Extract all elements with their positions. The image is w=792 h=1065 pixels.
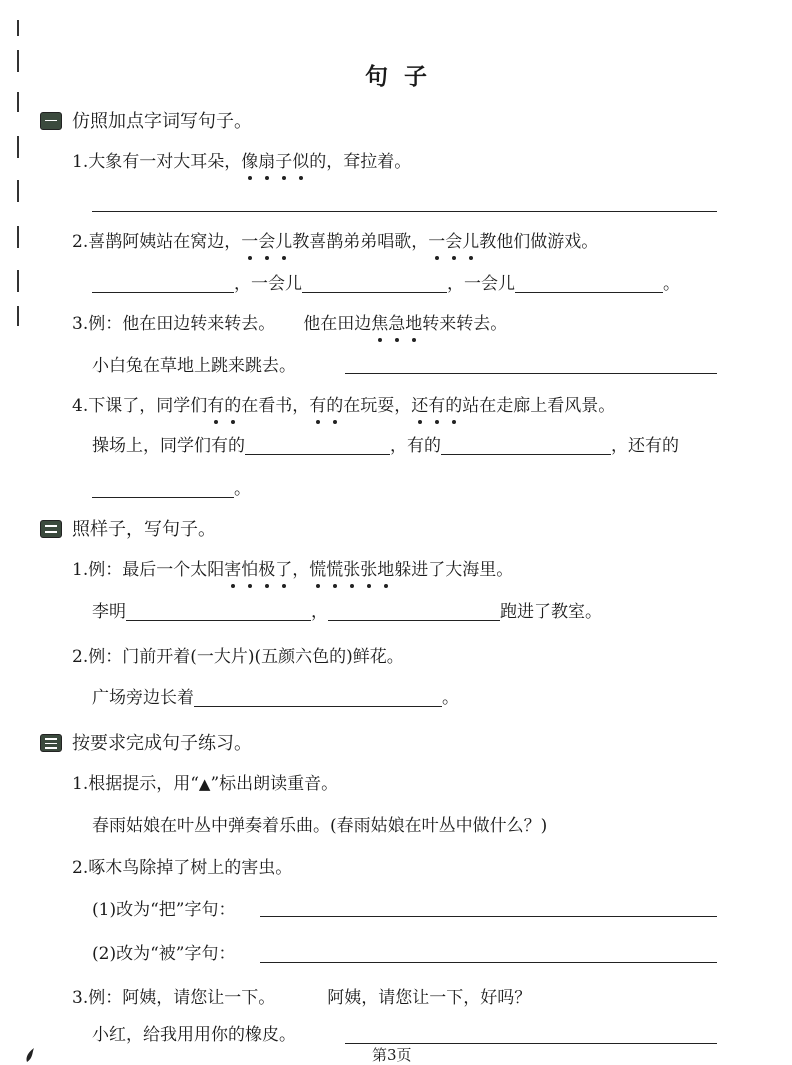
s3-q2: 2.啄木鸟除掉了树上的害虫。	[72, 858, 293, 878]
s2-q1-answer: 李明 ， 跑进了教室。	[92, 602, 602, 622]
section-1-heading	[40, 110, 252, 134]
s1-q3-task: 小白兔在草地上跳来跳去。	[92, 356, 296, 376]
answer-blank[interactable]	[302, 274, 447, 293]
s1-q4-answer: 操场上，同学们有的 ，有的 ，还有的	[92, 436, 679, 456]
s3-q1-sentence: 春雨姑娘在叶丛中弹奏着乐曲。(春雨姑娘在叶丛中做什么？)	[92, 816, 548, 836]
section-1-badge-icon	[40, 112, 62, 130]
page-number: 第3页	[372, 1046, 412, 1064]
answer-line[interactable]	[92, 211, 717, 212]
s3-q2-part2: (2)改为“被”字句：	[92, 944, 236, 964]
answer-blank[interactable]	[194, 688, 442, 707]
margin-dash	[17, 306, 19, 326]
answer-line[interactable]	[260, 916, 717, 917]
s1-q2: 2.喜鹊阿姨站在窝边，一会儿教喜鹊弟弟唱歌，一会儿教他们做游戏。	[72, 232, 599, 252]
margin-dash	[17, 180, 19, 202]
page-title: 句子	[365, 63, 443, 90]
margin-dash	[17, 20, 19, 36]
triangle-icon: ▲	[198, 775, 211, 793]
s3-q3-example: 3.例：阿姨，请您让一下。 阿姨，请您让一下，好吗？	[72, 988, 532, 1008]
s1-q2-answer: ，一会儿 ，一会儿 。	[92, 272, 680, 296]
corner-mark-icon	[24, 1046, 38, 1064]
s1-q4: 4.下课了，同学们有的在看书，有的在玩耍，还有的站在走廊上看风景。	[72, 396, 616, 416]
section-2-heading-text: 照样子，写句子。	[72, 519, 216, 540]
margin-dash	[17, 92, 19, 112]
s2-q2: 2.例：门前开着(一大片)(五颜六色的)鲜花。	[72, 647, 404, 667]
s1-q1: 1.大象有一对大耳朵，像扇子似的，耷拉着。	[72, 152, 412, 172]
section-2-badge-icon	[40, 520, 62, 538]
answer-blank[interactable]	[515, 274, 663, 293]
s3-q1: 1.根据提示，用“▲”标出朗读重音。	[72, 774, 339, 794]
s1-q4-answer-cont: 。	[92, 477, 251, 501]
answer-blank[interactable]	[92, 274, 234, 293]
s2-q2-answer: 广场旁边长着 。	[92, 688, 459, 708]
s3-q3-task: 小红，给我用用你的橡皮。	[92, 1025, 296, 1045]
answer-blank[interactable]	[126, 602, 311, 621]
answer-blank[interactable]	[441, 436, 611, 455]
section-3-heading	[40, 732, 252, 756]
dotted-text: 像扇子似	[241, 152, 310, 172]
s2-q1: 1.例：最后一个太阳害怕极了，慌慌张张地躲进了大海里。	[72, 560, 514, 580]
margin-dash	[17, 226, 19, 248]
section-2-heading	[40, 518, 216, 542]
margin-dash	[17, 136, 19, 158]
answer-line[interactable]	[345, 373, 717, 374]
dotted-text: 一	[428, 232, 446, 252]
s3-q2-part1: (1)改为“把”字句：	[92, 900, 236, 920]
dotted-text: 一	[241, 232, 259, 252]
section-3-badge-icon	[40, 734, 62, 752]
section-3-heading-text: 按要求完成句子练习。	[72, 733, 252, 754]
s1-q3-example: 3.例：他在田边转来转去。 他在田边焦急地转来转去。	[72, 314, 508, 334]
answer-blank[interactable]	[92, 479, 234, 498]
margin-dash	[17, 270, 19, 292]
answer-line[interactable]	[260, 962, 717, 963]
section-1-heading-text: 仿照加点字词写句子。	[72, 111, 252, 132]
answer-blank[interactable]	[328, 602, 500, 621]
answer-blank[interactable]	[245, 436, 390, 455]
